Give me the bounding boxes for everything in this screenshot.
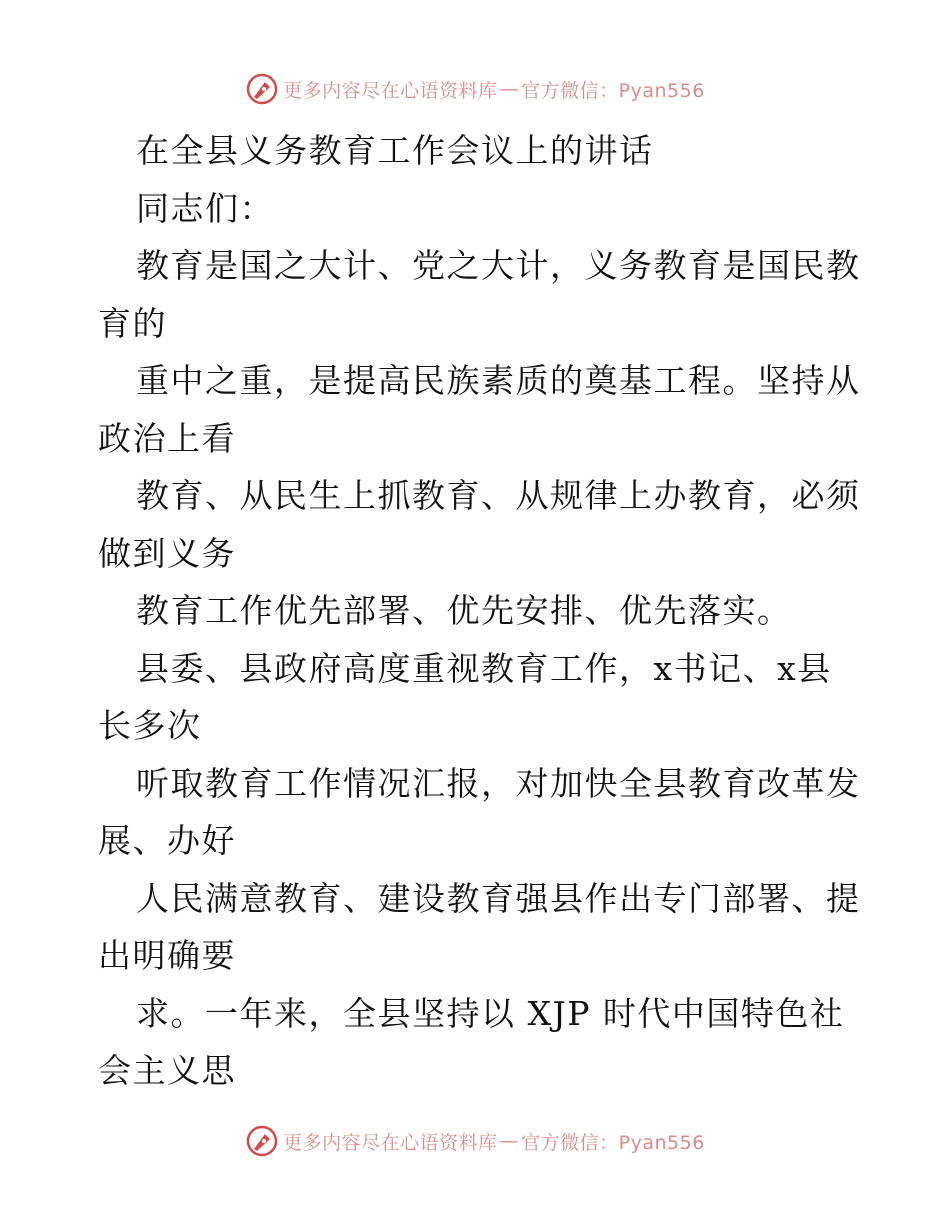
- watermark-text: 更多内容尽在心语资料库: [283, 1131, 498, 1154]
- text-line: 育的: [98, 303, 167, 343]
- text-line: 会主义思: [98, 1051, 236, 1090]
- text-line: 教育工作优先部署、优先安排、优先落实。: [136, 591, 792, 630]
- watermark-separator: —: [499, 1130, 520, 1152]
- text-line: 教育是国之大计、党之大计，义务教育是国民教: [136, 246, 861, 285]
- salutation: 同志们：: [136, 188, 274, 228]
- watermark-contact: 官方微信：Pyan556: [521, 79, 705, 102]
- text-line: 政治上看: [98, 418, 236, 458]
- text-line: 求。一年来，全县坚持以 XJP 时代中国特色社: [136, 993, 845, 1033]
- text-line: 教育、从民生上抓教育、从规律上办教育，必须: [136, 476, 861, 515]
- text-line: 长多次: [98, 706, 202, 745]
- text-line: 做到义务: [98, 533, 236, 573]
- text-line: 人民满意教育、建设教育强县作出专门部署、提: [136, 878, 861, 918]
- text-line: 听取教育工作情况汇报，对加快全县教育改革发: [136, 763, 861, 803]
- speech-title: 在全县义务教育工作会议上的讲话: [136, 131, 654, 170]
- pen-nib-logo-icon: [245, 1124, 279, 1158]
- document-body: [98, 122, 861, 1100]
- text-line: 县委、县政府高度重视教育工作，x书记、x县: [136, 648, 832, 688]
- watermark-contact: 官方微信：Pyan556: [521, 1131, 705, 1154]
- footer-watermark: [0, 1124, 950, 1158]
- text-line: 展、办好: [98, 821, 236, 860]
- watermark-text: 更多内容尽在心语资料库: [283, 79, 498, 102]
- watermark-separator: —: [499, 78, 520, 100]
- text-line: 出明确要: [98, 936, 236, 975]
- header-watermark: [0, 72, 950, 106]
- pen-nib-logo-icon: [245, 72, 279, 106]
- text-line: 重中之重，是提高民族素质的奠基工程。坚持从: [136, 361, 861, 400]
